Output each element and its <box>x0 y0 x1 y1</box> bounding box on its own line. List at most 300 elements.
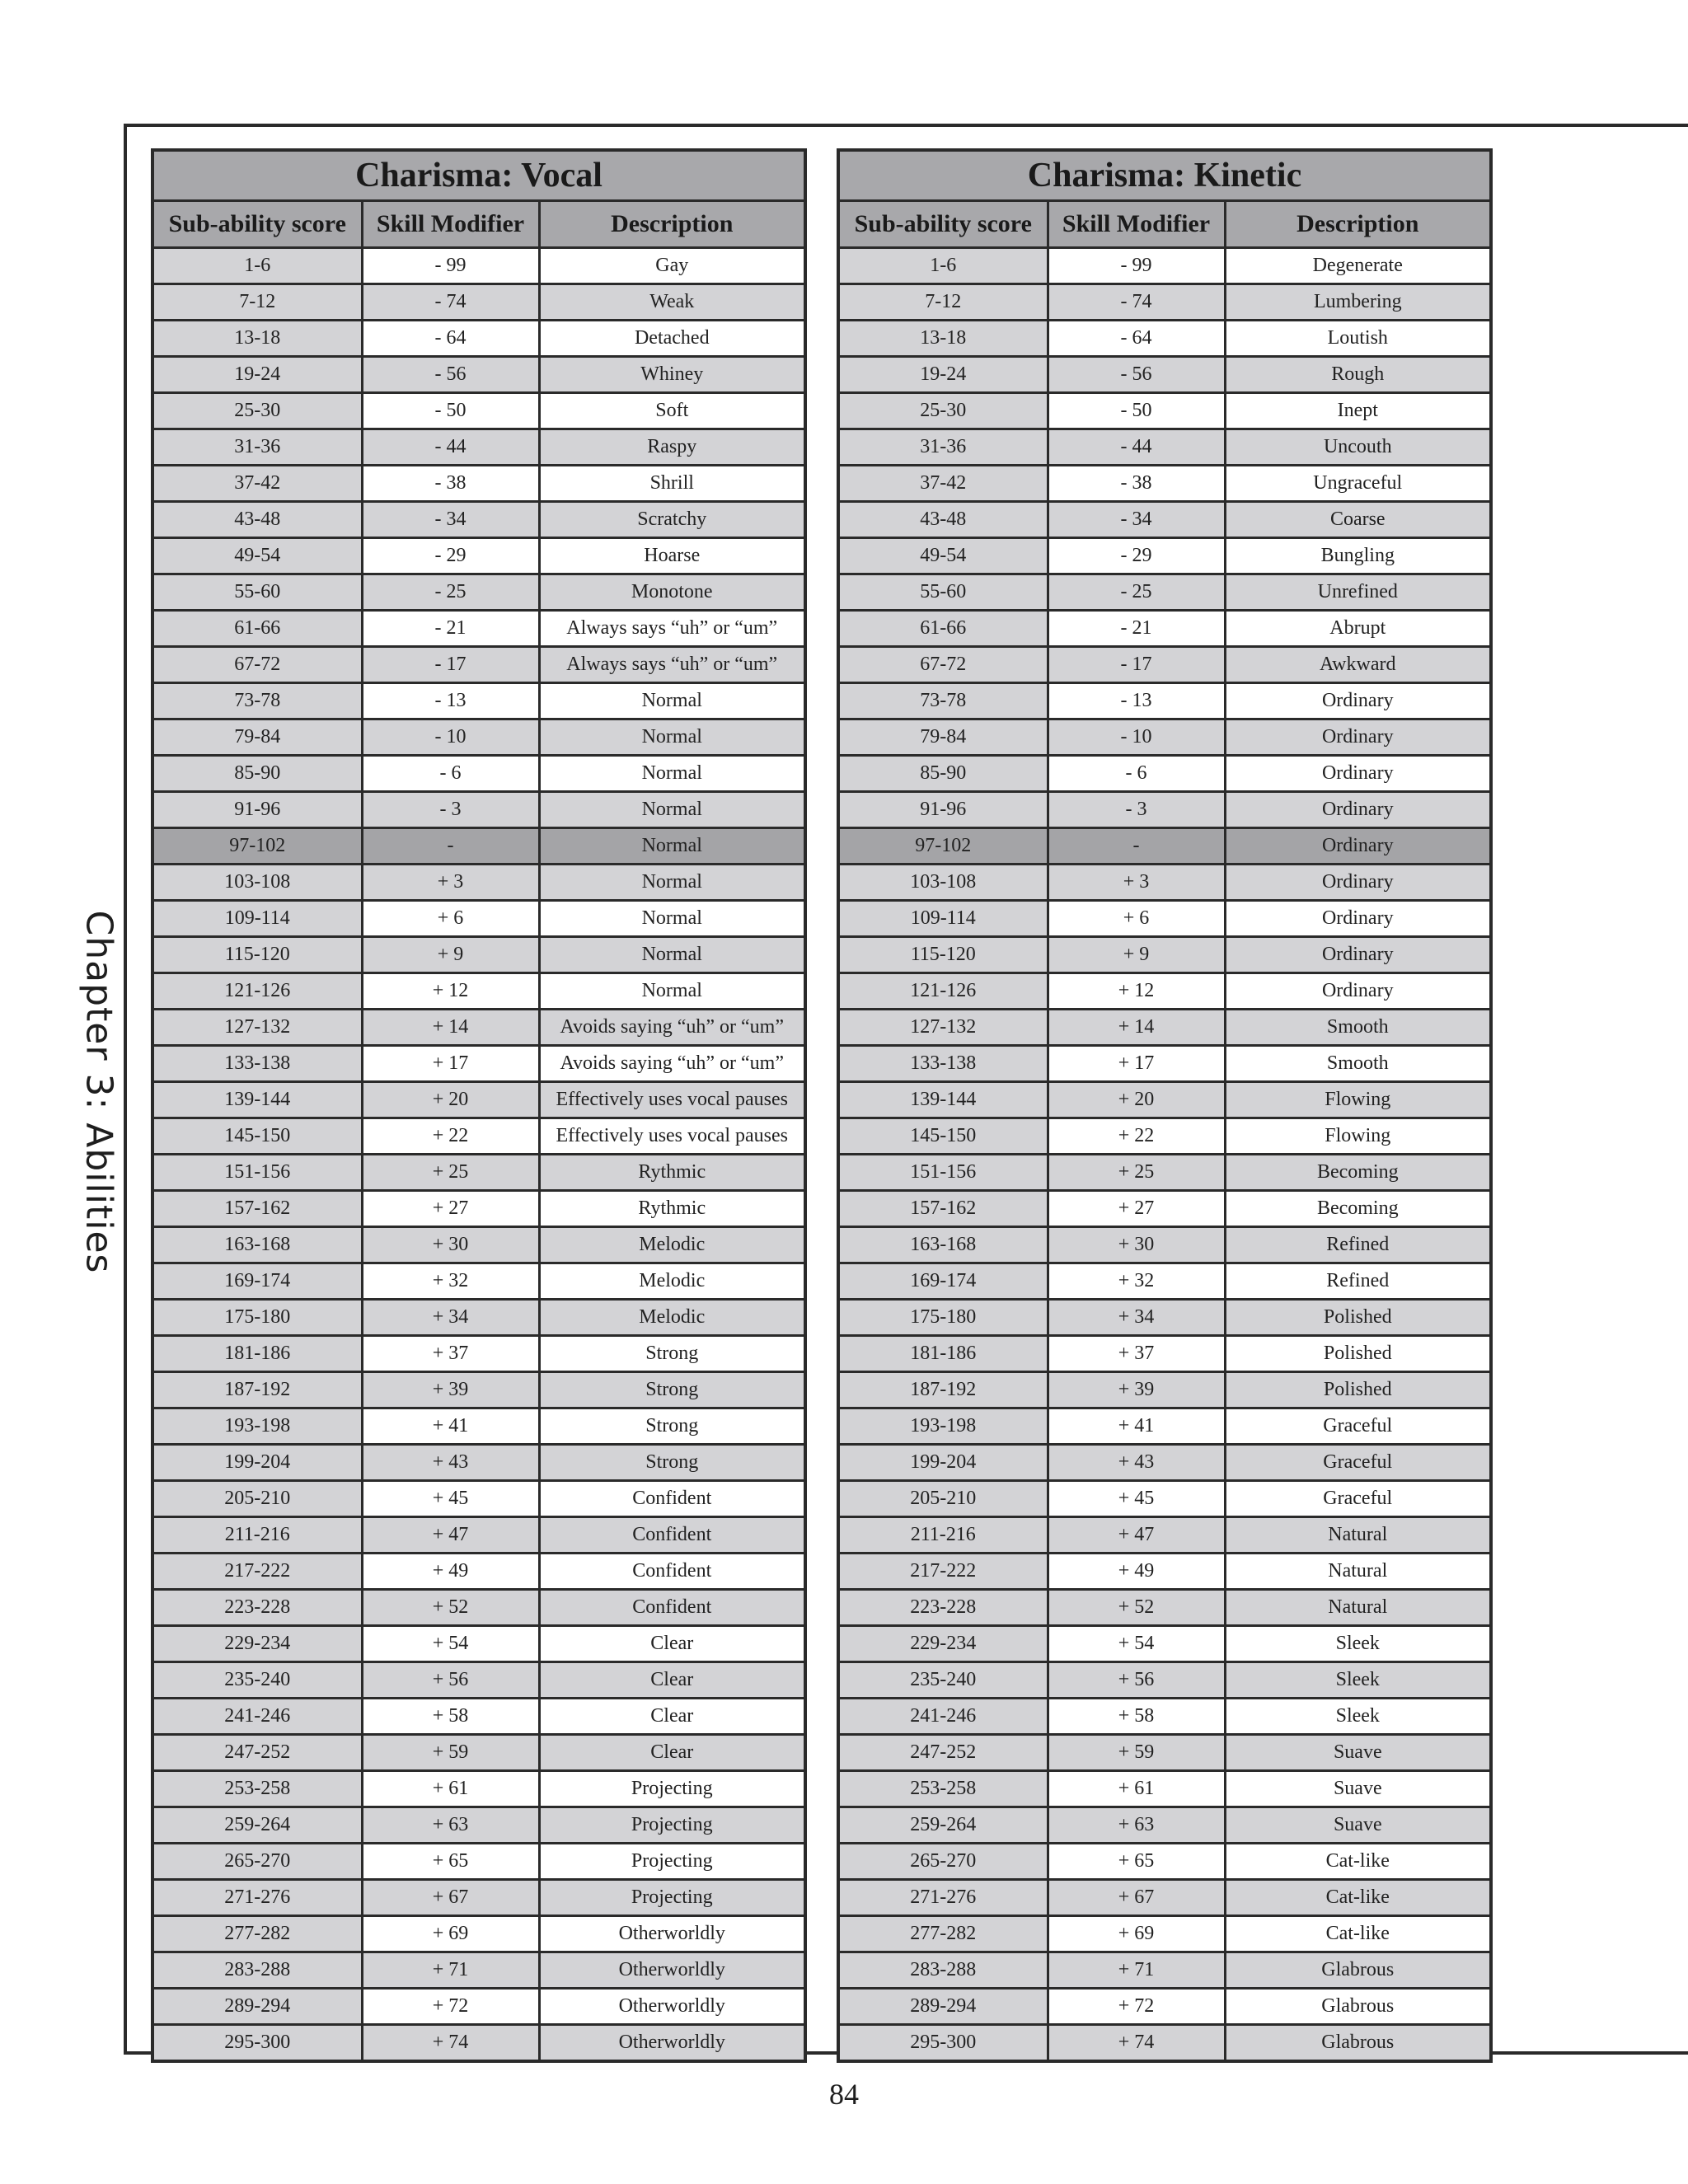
table-row <box>838 1989 1491 2025</box>
cell-sub-ability-score: 133-138 <box>838 1046 1048 1082</box>
cell-skill-modifier: - 3 <box>362 792 539 828</box>
cell-description: Confident <box>539 1517 805 1554</box>
cell-sub-ability-score: 121-126 <box>152 973 362 1010</box>
table-row <box>152 1300 805 1336</box>
cell-description: Raspy <box>539 429 805 466</box>
table-row <box>838 1662 1491 1699</box>
cell-skill-modifier: + 20 <box>362 1082 539 1118</box>
cell-skill-modifier: - 6 <box>362 756 539 792</box>
cell-sub-ability-score: 79-84 <box>838 719 1048 756</box>
table-row <box>838 284 1491 321</box>
cell-skill-modifier: + 52 <box>362 1590 539 1626</box>
cell-description: Cat-like <box>1225 1916 1491 1952</box>
cell-description: Natural <box>1225 1590 1491 1626</box>
table-row <box>838 828 1491 865</box>
table-row <box>152 1118 805 1155</box>
cell-description: Polished <box>1225 1300 1491 1336</box>
table-row <box>838 393 1491 429</box>
cell-sub-ability-score: 193-198 <box>838 1408 1048 1445</box>
cell-description: Clear <box>539 1626 805 1662</box>
cell-sub-ability-score: 211-216 <box>838 1517 1048 1554</box>
column-header-description: Description <box>1225 201 1491 248</box>
cell-description: Smooth <box>1225 1046 1491 1082</box>
cell-sub-ability-score: 157-162 <box>838 1191 1048 1227</box>
cell-description: Ungraceful <box>1225 466 1491 502</box>
table-row <box>838 466 1491 502</box>
cell-skill-modifier: - 21 <box>362 611 539 647</box>
cell-skill-modifier: + 59 <box>1048 1735 1225 1771</box>
table-body <box>838 248 1491 2062</box>
cell-description: Normal <box>539 792 805 828</box>
cell-description: Melodic <box>539 1300 805 1336</box>
cell-skill-modifier: - 29 <box>1048 538 1225 574</box>
table-row <box>152 321 805 357</box>
cell-description: Flowing <box>1225 1082 1491 1118</box>
cell-description: Normal <box>539 683 805 719</box>
table-row <box>838 611 1491 647</box>
cell-description: Ordinary <box>1225 901 1491 937</box>
cell-skill-modifier: + 56 <box>1048 1662 1225 1699</box>
table-row <box>152 719 805 756</box>
cell-skill-modifier: - 64 <box>362 321 539 357</box>
table-row <box>838 321 1491 357</box>
table-row <box>152 901 805 937</box>
cell-sub-ability-score: 163-168 <box>838 1227 1048 1263</box>
table-row <box>838 2025 1491 2062</box>
table-row <box>838 792 1491 828</box>
table-row <box>838 1046 1491 1082</box>
cell-sub-ability-score: 241-246 <box>838 1699 1048 1735</box>
cell-sub-ability-score: 115-120 <box>152 937 362 973</box>
cell-skill-modifier: + 54 <box>1048 1626 1225 1662</box>
cell-sub-ability-score: 295-300 <box>152 2025 362 2062</box>
cell-description: Smooth <box>1225 1010 1491 1046</box>
cell-skill-modifier: + 37 <box>362 1336 539 1372</box>
cell-skill-modifier: + 9 <box>362 937 539 973</box>
table-row <box>152 1481 805 1517</box>
cell-sub-ability-score: 211-216 <box>152 1517 362 1554</box>
cell-skill-modifier: - 50 <box>362 393 539 429</box>
table-row <box>152 1155 805 1191</box>
cell-skill-modifier: + 39 <box>1048 1372 1225 1408</box>
cell-description: Normal <box>539 865 805 901</box>
cell-description: Ordinary <box>1225 973 1491 1010</box>
cell-sub-ability-score: 181-186 <box>152 1336 362 1372</box>
table-row <box>838 1082 1491 1118</box>
cell-description: Clear <box>539 1662 805 1699</box>
table-row <box>838 756 1491 792</box>
cell-sub-ability-score: 145-150 <box>838 1118 1048 1155</box>
table-row <box>152 1263 805 1300</box>
table-row <box>152 284 805 321</box>
cell-description: Suave <box>1225 1807 1491 1844</box>
cell-skill-modifier: + 9 <box>1048 937 1225 973</box>
table-row <box>152 792 805 828</box>
cell-skill-modifier: - 17 <box>362 647 539 683</box>
column-header-skill-modifier: Skill Modifier <box>1048 201 1225 248</box>
cell-skill-modifier: + 30 <box>1048 1227 1225 1263</box>
cell-sub-ability-score: 49-54 <box>152 538 362 574</box>
table-row <box>838 574 1491 611</box>
cell-sub-ability-score: 43-48 <box>838 502 1048 538</box>
cell-sub-ability-score: 67-72 <box>152 647 362 683</box>
cell-skill-modifier: - 34 <box>1048 502 1225 538</box>
cell-sub-ability-score: 85-90 <box>838 756 1048 792</box>
cell-skill-modifier: + 63 <box>362 1807 539 1844</box>
cell-description: Projecting <box>539 1807 805 1844</box>
cell-skill-modifier: + 49 <box>1048 1554 1225 1590</box>
table-row <box>838 1771 1491 1807</box>
cell-skill-modifier: - <box>1048 828 1225 865</box>
cell-skill-modifier: + 41 <box>1048 1408 1225 1445</box>
cell-sub-ability-score: 127-132 <box>152 1010 362 1046</box>
cell-description: Inept <box>1225 393 1491 429</box>
cell-description: Awkward <box>1225 647 1491 683</box>
cell-skill-modifier: - 99 <box>1048 248 1225 284</box>
cell-description: Natural <box>1225 1554 1491 1590</box>
table-row <box>838 502 1491 538</box>
cell-sub-ability-score: 61-66 <box>838 611 1048 647</box>
cell-description: Clear <box>539 1699 805 1735</box>
cell-sub-ability-score: 91-96 <box>152 792 362 828</box>
cell-skill-modifier: + 74 <box>1048 2025 1225 2062</box>
cell-sub-ability-score: 169-174 <box>152 1263 362 1300</box>
cell-skill-modifier: + 22 <box>362 1118 539 1155</box>
table-row <box>152 937 805 973</box>
cell-sub-ability-score: 175-180 <box>838 1300 1048 1336</box>
cell-description: Normal <box>539 973 805 1010</box>
cell-skill-modifier: + 32 <box>362 1263 539 1300</box>
cell-sub-ability-score: 91-96 <box>838 792 1048 828</box>
table-row <box>838 1844 1491 1880</box>
table-row <box>152 1844 805 1880</box>
cell-sub-ability-score: 199-204 <box>152 1445 362 1481</box>
cell-sub-ability-score: 259-264 <box>838 1807 1048 1844</box>
cell-skill-modifier: + 30 <box>362 1227 539 1263</box>
cell-skill-modifier: - 21 <box>1048 611 1225 647</box>
cell-skill-modifier: + 37 <box>1048 1336 1225 1372</box>
cell-description: Becoming <box>1225 1191 1491 1227</box>
cell-sub-ability-score: 253-258 <box>838 1771 1048 1807</box>
cell-skill-modifier: + 59 <box>362 1735 539 1771</box>
cell-description: Otherworldly <box>539 1989 805 2025</box>
cell-description: Effectively uses vocal pauses <box>539 1082 805 1118</box>
cell-skill-modifier: + 58 <box>1048 1699 1225 1735</box>
table-row <box>152 1699 805 1735</box>
cell-skill-modifier: + 6 <box>1048 901 1225 937</box>
cell-description: Hoarse <box>539 538 805 574</box>
cell-sub-ability-score: 97-102 <box>838 828 1048 865</box>
cell-description: Strong <box>539 1445 805 1481</box>
cell-description: Confident <box>539 1590 805 1626</box>
cell-sub-ability-score: 229-234 <box>838 1626 1048 1662</box>
cell-description: Projecting <box>539 1771 805 1807</box>
cell-skill-modifier: + 27 <box>362 1191 539 1227</box>
cell-description: Ordinary <box>1225 719 1491 756</box>
table-row <box>838 1699 1491 1735</box>
cell-skill-modifier: - 64 <box>1048 321 1225 357</box>
cell-description: Detached <box>539 321 805 357</box>
cell-sub-ability-score: 193-198 <box>152 1408 362 1445</box>
cell-skill-modifier: - 13 <box>1048 683 1225 719</box>
cell-sub-ability-score: 67-72 <box>838 647 1048 683</box>
table-row <box>152 1662 805 1699</box>
cell-description: Monotone <box>539 574 805 611</box>
column-header-description: Description <box>539 201 805 248</box>
table-row <box>838 1118 1491 1155</box>
cell-description: Sleek <box>1225 1626 1491 1662</box>
cell-sub-ability-score: 1-6 <box>838 248 1048 284</box>
cell-description: Ordinary <box>1225 683 1491 719</box>
table-row <box>838 1517 1491 1554</box>
chapter-label: Chapter 3: Abilities <box>77 910 120 1274</box>
cell-skill-modifier: - 3 <box>1048 792 1225 828</box>
table-row <box>152 1626 805 1662</box>
cell-skill-modifier: - 29 <box>362 538 539 574</box>
cell-skill-modifier: + 54 <box>362 1626 539 1662</box>
table-row <box>152 1372 805 1408</box>
cell-sub-ability-score: 109-114 <box>152 901 362 937</box>
cell-sub-ability-score: 103-108 <box>152 865 362 901</box>
cell-description: Suave <box>1225 1771 1491 1807</box>
cell-skill-modifier: - 38 <box>1048 466 1225 502</box>
table-row <box>838 248 1491 284</box>
column-header-skill-modifier: Skill Modifier <box>362 201 539 248</box>
table-row <box>838 1227 1491 1263</box>
cell-description: Abrupt <box>1225 611 1491 647</box>
cell-sub-ability-score: 151-156 <box>152 1155 362 1191</box>
table-row <box>152 756 805 792</box>
cell-description: Normal <box>539 756 805 792</box>
cell-sub-ability-score: 283-288 <box>152 1952 362 1989</box>
cell-sub-ability-score: 73-78 <box>838 683 1048 719</box>
table-row <box>838 1263 1491 1300</box>
table-row <box>152 429 805 466</box>
cell-skill-modifier: + 17 <box>1048 1046 1225 1082</box>
cell-description: Confident <box>539 1481 805 1517</box>
cell-skill-modifier: + 65 <box>362 1844 539 1880</box>
cell-description: Always says “uh” or “um” <box>539 647 805 683</box>
cell-skill-modifier: - 6 <box>1048 756 1225 792</box>
cell-sub-ability-score: 13-18 <box>838 321 1048 357</box>
cell-description: Avoids saying “uh” or “um” <box>539 1010 805 1046</box>
cell-description: Suave <box>1225 1735 1491 1771</box>
table-row <box>152 647 805 683</box>
cell-description: Cat-like <box>1225 1844 1491 1880</box>
table-row <box>838 1807 1491 1844</box>
cell-description: Glabrous <box>1225 2025 1491 2062</box>
cell-sub-ability-score: 19-24 <box>838 357 1048 393</box>
cell-sub-ability-score: 247-252 <box>152 1735 362 1771</box>
cell-sub-ability-score: 235-240 <box>152 1662 362 1699</box>
cell-skill-modifier: - 10 <box>362 719 539 756</box>
cell-description: Refined <box>1225 1227 1491 1263</box>
table-row <box>838 719 1491 756</box>
cell-sub-ability-score: 151-156 <box>838 1155 1048 1191</box>
cell-description: Melodic <box>539 1227 805 1263</box>
table-row <box>152 865 805 901</box>
cell-description: Scratchy <box>539 502 805 538</box>
cell-sub-ability-score: 205-210 <box>152 1481 362 1517</box>
cell-skill-modifier: + 22 <box>1048 1118 1225 1155</box>
cell-sub-ability-score: 163-168 <box>152 1227 362 1263</box>
cell-skill-modifier: + 17 <box>362 1046 539 1082</box>
cell-description: Bungling <box>1225 538 1491 574</box>
table-row <box>838 1626 1491 1662</box>
table-row <box>838 647 1491 683</box>
column-header-sub-ability-score: Sub-ability score <box>152 201 362 248</box>
cell-sub-ability-score: 55-60 <box>838 574 1048 611</box>
table-row <box>152 611 805 647</box>
cell-sub-ability-score: 271-276 <box>838 1880 1048 1916</box>
table-row <box>152 248 805 284</box>
table-row <box>838 1916 1491 1952</box>
cell-description: Graceful <box>1225 1445 1491 1481</box>
cell-skill-modifier: + 47 <box>362 1517 539 1554</box>
cell-skill-modifier: - <box>362 828 539 865</box>
table-title: Charisma: Kinetic <box>838 150 1491 201</box>
cell-sub-ability-score: 289-294 <box>838 1989 1048 2025</box>
cell-sub-ability-score: 223-228 <box>152 1590 362 1626</box>
table-row <box>152 973 805 1010</box>
cell-sub-ability-score: 133-138 <box>152 1046 362 1082</box>
cell-description: Shrill <box>539 466 805 502</box>
cell-sub-ability-score: 7-12 <box>838 284 1048 321</box>
cell-sub-ability-score: 73-78 <box>152 683 362 719</box>
cell-sub-ability-score: 145-150 <box>152 1118 362 1155</box>
cell-description: Loutish <box>1225 321 1491 357</box>
cell-description: Otherworldly <box>539 1916 805 1952</box>
table-body <box>152 248 805 2062</box>
cell-sub-ability-score: 25-30 <box>152 393 362 429</box>
cell-skill-modifier: + 12 <box>362 973 539 1010</box>
table-row <box>152 1445 805 1481</box>
table-row <box>152 357 805 393</box>
table-row <box>152 1408 805 1445</box>
cell-sub-ability-score: 217-222 <box>838 1554 1048 1590</box>
cell-skill-modifier: - 34 <box>362 502 539 538</box>
cell-sub-ability-score: 265-270 <box>838 1844 1048 1880</box>
table-row <box>152 1916 805 1952</box>
cell-sub-ability-score: 277-282 <box>152 1916 362 1952</box>
table-row <box>152 1554 805 1590</box>
cell-description: Strong <box>539 1372 805 1408</box>
table-row <box>838 1952 1491 1989</box>
cell-sub-ability-score: 31-36 <box>838 429 1048 466</box>
cell-skill-modifier: + 71 <box>362 1952 539 1989</box>
cell-description: Projecting <box>539 1880 805 1916</box>
table-row <box>838 865 1491 901</box>
cell-skill-modifier: + 56 <box>362 1662 539 1699</box>
table-row <box>152 1046 805 1082</box>
cell-skill-modifier: + 25 <box>1048 1155 1225 1191</box>
cell-sub-ability-score: 121-126 <box>838 973 1048 1010</box>
table-row <box>838 429 1491 466</box>
cell-skill-modifier: + 74 <box>362 2025 539 2062</box>
cell-description: Ordinary <box>1225 792 1491 828</box>
cell-sub-ability-score: 241-246 <box>152 1699 362 1735</box>
table-row <box>152 828 805 865</box>
cell-skill-modifier: + 69 <box>1048 1916 1225 1952</box>
cell-sub-ability-score: 205-210 <box>838 1481 1048 1517</box>
cell-description: Polished <box>1225 1372 1491 1408</box>
table-row <box>152 574 805 611</box>
cell-sub-ability-score: 7-12 <box>152 284 362 321</box>
cell-sub-ability-score: 79-84 <box>152 719 362 756</box>
cell-skill-modifier: - 44 <box>362 429 539 466</box>
table-charisma-kinetic <box>837 148 1493 2063</box>
cell-description: Ordinary <box>1225 937 1491 973</box>
cell-skill-modifier: - 25 <box>362 574 539 611</box>
cell-sub-ability-score: 139-144 <box>152 1082 362 1118</box>
cell-description: Natural <box>1225 1517 1491 1554</box>
cell-skill-modifier: + 14 <box>1048 1010 1225 1046</box>
cell-sub-ability-score: 139-144 <box>838 1082 1048 1118</box>
cell-description: Rythmic <box>539 1191 805 1227</box>
cell-description: Ordinary <box>1225 865 1491 901</box>
table-charisma-vocal <box>151 148 807 2063</box>
cell-skill-modifier: + 43 <box>362 1445 539 1481</box>
cell-sub-ability-score: 235-240 <box>838 1662 1048 1699</box>
cell-sub-ability-score: 217-222 <box>152 1554 362 1590</box>
cell-description: Avoids saying “uh” or “um” <box>539 1046 805 1082</box>
table-row <box>838 357 1491 393</box>
cell-skill-modifier: + 49 <box>362 1554 539 1590</box>
table-row <box>152 1336 805 1372</box>
table-row <box>152 2025 805 2062</box>
cell-description: Always says “uh” or “um” <box>539 611 805 647</box>
cell-sub-ability-score: 49-54 <box>838 538 1048 574</box>
cell-description: Sleek <box>1225 1662 1491 1699</box>
table-row <box>838 1191 1491 1227</box>
cell-sub-ability-score: 31-36 <box>152 429 362 466</box>
cell-skill-modifier: + 34 <box>1048 1300 1225 1336</box>
cell-sub-ability-score: 13-18 <box>152 321 362 357</box>
cell-sub-ability-score: 43-48 <box>152 502 362 538</box>
cell-skill-modifier: + 41 <box>362 1408 539 1445</box>
cell-skill-modifier: + 3 <box>362 865 539 901</box>
table-row <box>838 1481 1491 1517</box>
table-row <box>152 1191 805 1227</box>
table-row <box>838 683 1491 719</box>
table-row <box>838 1372 1491 1408</box>
cell-description: Ordinary <box>1225 756 1491 792</box>
table-row <box>838 1300 1491 1336</box>
cell-sub-ability-score: 265-270 <box>152 1844 362 1880</box>
cell-description: Glabrous <box>1225 1952 1491 1989</box>
table-row <box>152 1010 805 1046</box>
cell-sub-ability-score: 277-282 <box>838 1916 1048 1952</box>
cell-skill-modifier: + 6 <box>362 901 539 937</box>
cell-sub-ability-score: 115-120 <box>838 937 1048 973</box>
cell-sub-ability-score: 295-300 <box>838 2025 1048 2062</box>
table-row <box>152 683 805 719</box>
cell-sub-ability-score: 55-60 <box>152 574 362 611</box>
cell-sub-ability-score: 187-192 <box>152 1372 362 1408</box>
cell-skill-modifier: + 61 <box>1048 1771 1225 1807</box>
cell-description: Strong <box>539 1336 805 1372</box>
cell-sub-ability-score: 37-42 <box>838 466 1048 502</box>
cell-skill-modifier: - 17 <box>1048 647 1225 683</box>
table-row <box>152 1880 805 1916</box>
cell-sub-ability-score: 127-132 <box>838 1010 1048 1046</box>
cell-description: Otherworldly <box>539 1952 805 1989</box>
cell-description: Otherworldly <box>539 2025 805 2062</box>
cell-sub-ability-score: 181-186 <box>838 1336 1048 1372</box>
cell-description: Coarse <box>1225 502 1491 538</box>
cell-description: Soft <box>539 393 805 429</box>
cell-description: Degenerate <box>1225 248 1491 284</box>
